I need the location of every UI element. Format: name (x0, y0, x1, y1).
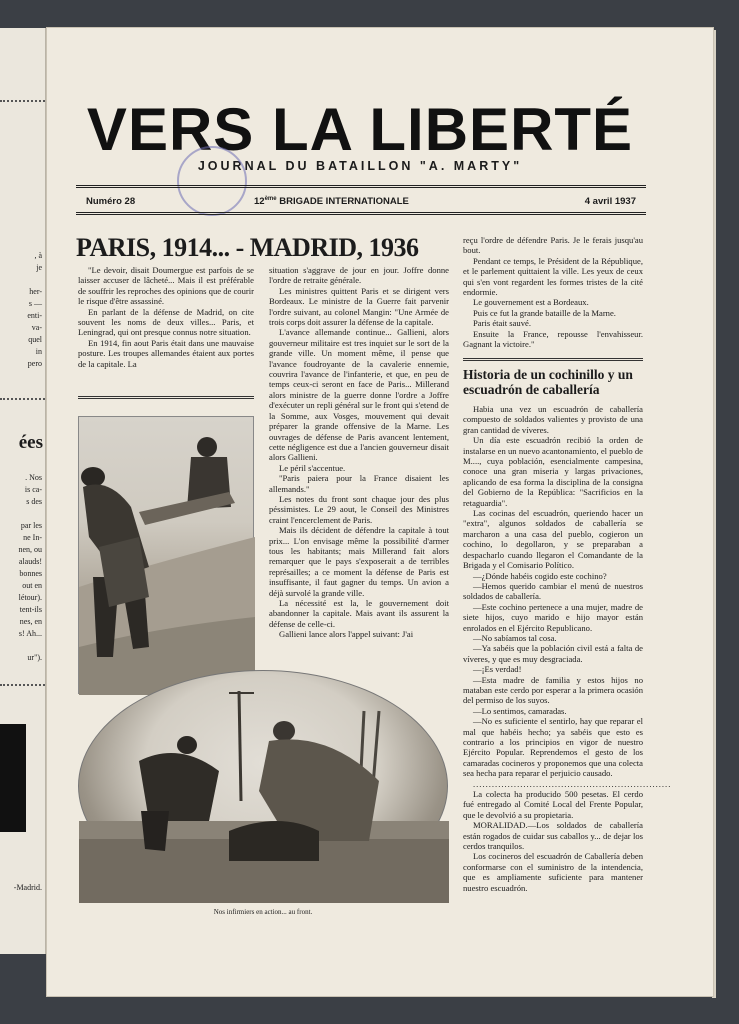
paragraph: —No sabíamos tal cosa. (473, 632, 557, 643)
paragraph: MORALIDAD.—Los soldados de caballería están rogados de cuidar sus caballos y... de dejar los cerdos tranquilos. (463, 820, 643, 852)
paragraph: Les notes du front sont chaque jour des plus péssimistes. Le 29 aout, le Conseil des Ministres craint l'encerclement de Paris. (269, 493, 449, 525)
paragraph: situation s'aggrave de jour en jour. Joffre donne l'ordre de retraite générale. (269, 265, 449, 286)
divider (463, 358, 643, 361)
paragraph: —Hemos querido cambiar el menú de nuestros soldados de caballería. (463, 580, 643, 602)
text-fragment: pero (27, 359, 42, 368)
text-fragment: quel (28, 335, 42, 344)
dotted-separator: ............................................................... (473, 778, 672, 789)
paragraph: Habia una vez un escuadrón de caballería compuesto de soldados valientes y provisto de una gran cantidad de víveres. (463, 404, 643, 435)
paragraph: —No es suficiente el sentirlo, hay que reparar el mal que habéis hecho; ya sabéis que esto es contrario a los principios en vigor de nuestro Ejército Popular. Reprendemos el gesto de los camaradas cocineros y proponemos que una colecta sea hecha para reparar el perjuicio causado. (463, 716, 643, 779)
text-fragment: bonnes (19, 569, 42, 578)
article-headline: PARIS, 1914... - MADRID, 1936 (76, 233, 419, 262)
text-fragment: alauds! (18, 557, 42, 566)
paragraph: Gallieni lance alors l'appel suivant: J'ai (279, 629, 414, 640)
text-fragment: ne In- (23, 533, 42, 542)
paragraph: Les ministres quittent Paris et se dirigent vers Bordeaux. Le ministre de la Guerre fait parvenir l'ordre suivant, au colonel Mangin: "Une Armée de trois corps doit assurer la défense de la capitale. (269, 285, 449, 328)
article2-body (463, 404, 672, 893)
paragraph: Los cocineros del escuadrón de Caballería deben conformarse con el suministro de la intendencia, que es ampliamente suficiente para mantener nuestro escuadrón. (463, 851, 643, 893)
paragraph: —Este cochino pertenece a una mujer, madre de siete hijos, cuyo marido e hijo mayor están enrolados en el Ejército Republicano. (463, 601, 643, 633)
paragraph: —¡Es verdad! (473, 664, 522, 675)
masthead-subtitle: JOURNAL DU BATAILLON "A. MARTY" (197, 159, 523, 173)
text-fragment: par les (20, 521, 42, 530)
text-fragment: -Madrid. (13, 883, 42, 892)
paragraph: Pendant ce temps, le Président de la République, et le parlement quittaient la ville. Les yeux de ceux qui s'en vont regardent les formes tristes de la cité endormie. (463, 255, 643, 298)
paragraph: Le péril s'accentue. (279, 462, 346, 473)
paragraph: En 1914, fin aout Paris était dans une mauvaise posture. Les troupes allemandes étaient aux portes de la capitale. La (78, 337, 254, 369)
text-fragment: s! Ah... (18, 629, 42, 638)
text-fragment: s — (28, 299, 42, 308)
text-fragment: her- (29, 287, 42, 296)
paragraph: En parlant de la défense de Madrid, on cite souvent les noms de deux villes... Paris, et Leningrad, qui ont presque connus notre situation. (78, 306, 254, 338)
text-fragment: out en (22, 581, 42, 590)
paragraph: reçu l'ordre de défendre Paris. Je le ferais jusqu'au bout. (463, 235, 643, 256)
text-fragment: s des (26, 497, 42, 506)
brigade-number: 12 (254, 196, 265, 208)
brigade-suffix: ème (264, 196, 277, 202)
photo-illustration (79, 671, 449, 903)
text-fragment: je (36, 263, 42, 272)
left-page-edge (0, 28, 46, 954)
paragraph: Mais ils décident de défendre la capitale à tout prix... L'on envisage même la possibilité d'armer tous les habitants; mais Millerand fait alors remarquer que le pays s'exposerait a de terribles représailles; a ce moment la défense de Paris est insuffisante, il faut gagner du temps. Un avion a déjà survolé la grande ville. (269, 525, 449, 598)
divider (78, 396, 254, 399)
photo-illustration (79, 417, 255, 695)
divider (0, 100, 45, 102)
paragraph: —Ya sabéis que la población civil está a falta de víveres, y que es muy desgraciada. (463, 643, 643, 664)
photo-caption: Nos infirmiers en action... au front. (213, 908, 313, 916)
issue-number: Numéro 28 (86, 196, 136, 207)
divider (0, 684, 45, 686)
brigade-label (254, 196, 409, 207)
paragraph: La nécessité est la, le gouvernement doit abandonner la capitale. Mais avant ils assurent la défense de celle-ci. (269, 598, 449, 629)
paragraph: Un día este escuadrón recibió la orden de instalarse en un nuevo acantonamiento, el pueblo de M...., cuya población, esencialmente campesina, conoce una gran miseria y largas privaciones, aplicando de esa forma la disciplina de la consigna del Gobierno de la República: "Sacrificios en la retaguardia". (463, 435, 643, 508)
paragraph: —Lo sentimos, camaradas. (473, 705, 567, 716)
paragraph: Paris était sauvé. (473, 318, 531, 329)
brigade-name: BRIGADE INTERNATIONALE (279, 196, 409, 208)
text-fragment: nes, en (19, 617, 42, 626)
article-column-3 (463, 235, 643, 349)
text-fragment: tent-ils (19, 605, 42, 614)
text-fragment: , à (34, 251, 42, 260)
text-fragment: enti- (27, 311, 42, 320)
paragraph: Puis ce fut la grande bataille de la Marne. (473, 307, 616, 318)
paragraph: Le gouvernement est a Bordeaux. (473, 297, 589, 308)
text-fragment: . Nos (25, 473, 42, 482)
masthead-title: VERS LA LIBERTÉ (86, 96, 634, 163)
partial-heading: ées (18, 432, 43, 453)
newspaper-page (46, 27, 714, 997)
paragraph: "Le devoir, disait Doumergue est parfois de se laisser accuser de lâcheté... Mais il est préférable de souffrir les reproches des opinions que de courir le risque d'être assassiné. (78, 265, 254, 307)
article-column-2 (269, 265, 449, 640)
paragraph: Ensuite la France, repousse l'envahisseur. Gagnant la victoire." (463, 328, 643, 350)
article-column-1 (78, 265, 254, 369)
text-fragment: nen, ou (18, 545, 42, 554)
text-fragment: va- (31, 323, 42, 332)
text-fragment: létour). (18, 593, 42, 602)
divider (0, 398, 45, 400)
article2-title: Historia de un cochinillo y un escuadrón de caballería (463, 367, 633, 397)
photo-stretcher-bearers (78, 416, 254, 694)
paragraph: L'avance allemande continue... Gallieni, alors gouverneur militaire est tres inquiet sur le sort de la grande ville. Un moment même, il pense que l'avance foudroyante de la cavalerie ennemie, couvrira l'avance de l'infanterie, et que, en peu de temps ceux-ci seront en face de Paris... Millerand alors ministre de la guerre donne l'ordre a Joffre d'exécuter un repli général sur le front qui s'etend de la Somme, aux Vosges, mouvement qui devait préparer la grande offensive de la Marne. Les ouvrages de défense de Paris avancent lentement, cette négligence est due a l'ancien gouverneur disait alors Gallieni. (269, 327, 449, 463)
issue-info-bar (76, 185, 646, 215)
dark-graphic (0, 724, 26, 832)
paragraph: Las cocinas del escuadrón, queriendo hacer un "extra", algunos soldados de caballería se marcharon a una casa del pueblo, cogieron un cochino, lo degollaron, y se preparaban a despacharlo cuando llegaron el Comandante de la Brigada y el Comisario Político. (463, 508, 643, 571)
issue-date: 4 avril 1937 (584, 196, 636, 207)
paragraph: —¿Dónde habéis cogido este cochino? (473, 570, 607, 581)
paragraph: —Esta madre de familia y estos hijos no mataban este cerdo por esperar a la primera ocasión del permiso de los suyos. (463, 674, 643, 706)
text-fragment: ur"). (27, 653, 42, 662)
text-fragment: is ca- (24, 485, 42, 494)
paragraph: "Paris paiera pour la France disaient les allemands." (269, 473, 449, 494)
paragraph: La colecta ha producido 500 pesetas. El cerdo fué entregado al Comité Local del Frente Popular, que le devolvió a su propietaria. (463, 789, 643, 820)
text-fragment: in (35, 347, 42, 356)
photo-medics-in-action (78, 670, 448, 902)
